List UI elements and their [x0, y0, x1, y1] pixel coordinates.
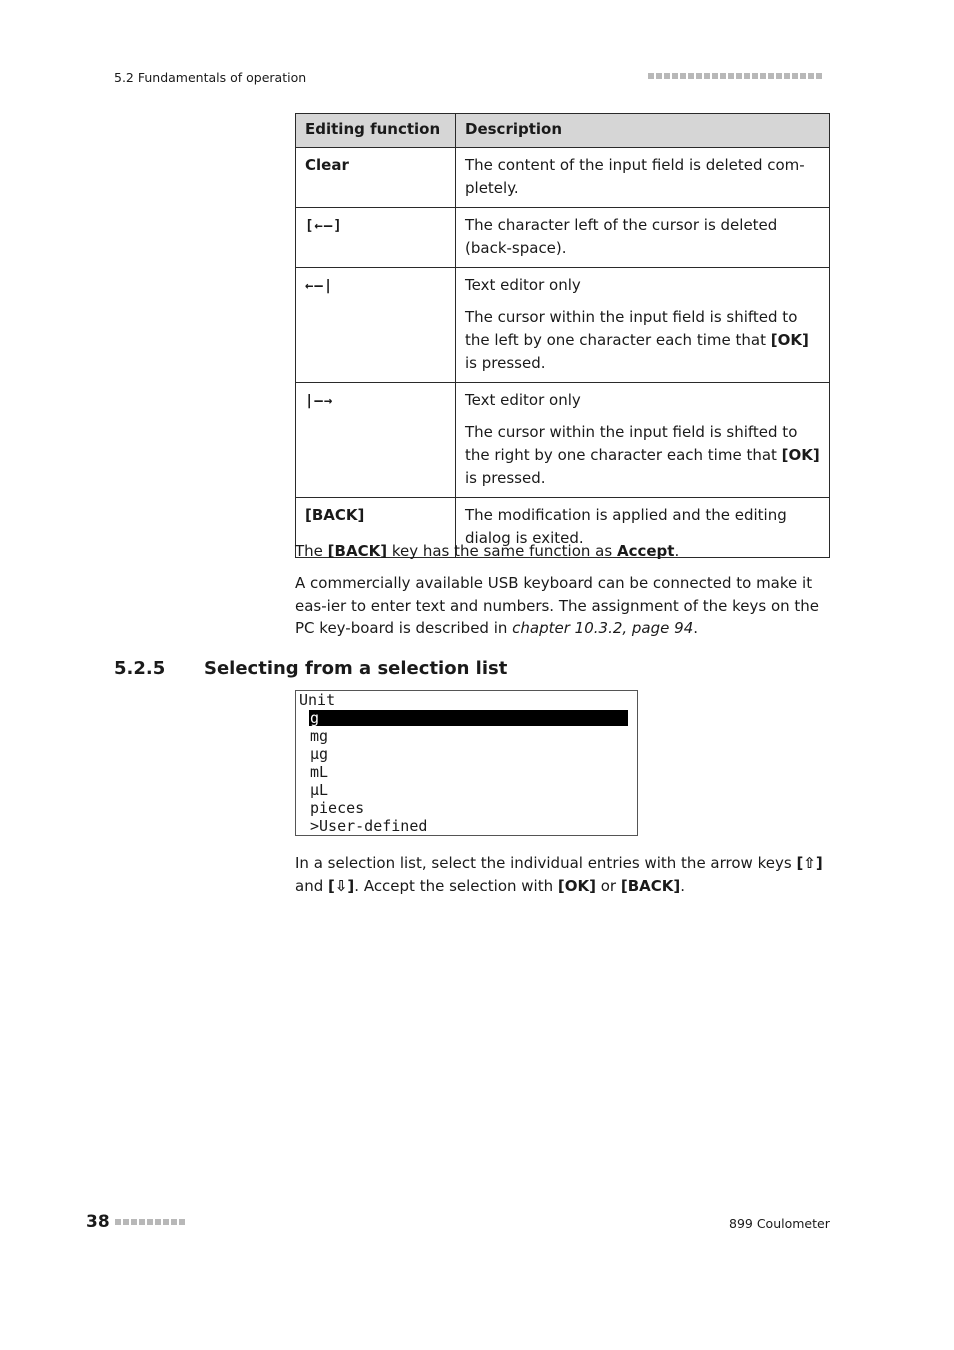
arrow-down-key: [⇩] — [328, 876, 355, 895]
list-item-selected[interactable]: g — [309, 710, 628, 726]
list-item[interactable]: mg — [310, 727, 329, 745]
usb-keyboard-paragraph: A commercially available USB keyboard can be connected to make it eas-ier to enter text and numbers. The assignment of the keys on the PC key-board is described in chapter 10.3.2, page 94. — [295, 574, 820, 637]
page-number: 38 — [86, 1212, 110, 1232]
running-header-section: 5.2 Fundamentals of operation — [114, 70, 307, 85]
table-row — [296, 148, 830, 208]
selection-list-display — [295, 690, 638, 836]
function-clear: Clear — [305, 156, 349, 174]
section-number: 5.2.5 — [114, 658, 166, 679]
ok-key: [OK] — [557, 876, 596, 895]
function-back: [BACK] — [305, 506, 365, 524]
footer-dot-bar — [115, 1219, 185, 1225]
table-header-row — [296, 114, 830, 148]
editing-functions-table — [295, 113, 830, 558]
description-text: The cursor within the input field is shifted to the right by one character each time that [OK] is pressed. — [465, 423, 820, 487]
description-text: The character left of the cursor is deleted (back-space). — [465, 216, 778, 257]
back-key-paragraph: The [BACK] key has the same function as Accept. — [295, 542, 680, 560]
description-text: The cursor within the input field is shifted to the left by one character each time that [OK] is pressed. — [465, 308, 809, 372]
section-title: Selecting from a selection list — [204, 658, 508, 679]
arrow-up-key: [⇧] — [796, 854, 823, 872]
list-item[interactable]: µg — [310, 745, 329, 763]
header-dot-bar — [648, 73, 822, 79]
list-item[interactable]: µL — [310, 781, 329, 799]
column-header-editing-function: Editing function — [296, 114, 456, 148]
function-cursor-right-key: |–→ — [305, 393, 334, 409]
back-key: [BACK] — [620, 876, 681, 895]
list-item[interactable]: pieces — [310, 799, 365, 817]
description-note: Text editor only — [465, 276, 581, 294]
table-row — [296, 268, 830, 383]
table-row — [296, 383, 830, 498]
table-row — [296, 208, 830, 268]
product-name: 899 Coulometer — [729, 1216, 830, 1231]
description-text: The modification is applied and the editing dialog is exited. — [465, 506, 787, 547]
function-cursor-left-key: ←–| — [305, 278, 334, 294]
description-note: Text editor only — [465, 391, 581, 409]
function-backspace-key: [←–] — [305, 218, 343, 234]
list-item[interactable]: >User-defined — [310, 817, 428, 835]
column-header-description: Description — [456, 114, 830, 148]
display-title: Unit — [299, 691, 336, 709]
description-text: The content of the input field is deleted com-pletely. — [465, 156, 805, 197]
list-item[interactable]: mL — [310, 763, 329, 781]
chapter-cross-reference[interactable]: chapter 10.3.2, page 94 — [512, 619, 694, 637]
selection-instructions-paragraph: In a selection list, select the individual entries with the arrow keys [⇧] and [⇩]. Accept the selection with [OK] or [BACK]. — [295, 854, 823, 895]
